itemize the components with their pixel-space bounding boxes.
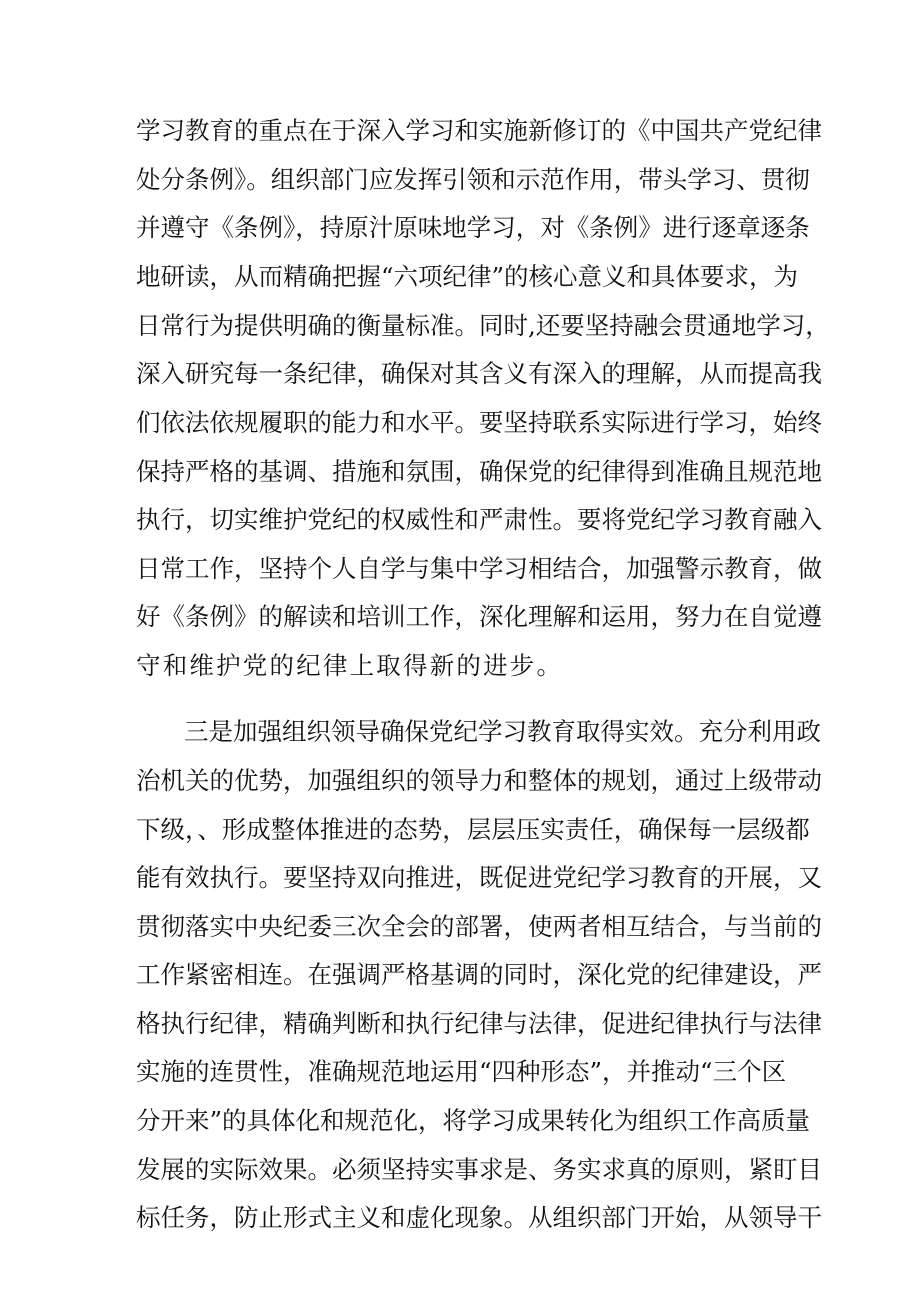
text-line: 实施的连贯性，准确规范地运用“四种形态”，并推动“三个区 <box>136 1057 787 1086</box>
text-line: 贯彻落实中央纪委三次全会的部署，使两者相互结合，与当前的 <box>136 912 822 941</box>
text-line: 能有效执行。要坚持双向推进，既促进党纪学习教育的开展，又 <box>136 863 822 892</box>
text-line: 三是加强组织领导确保党纪学习教育取得实效。充分利用政 <box>184 717 821 746</box>
text-line: 格执行纪律，精确判断和执行纪律与法律，促进纪律执行与法律 <box>136 1009 822 1038</box>
text-line: 分开来”的具体化和规范化，将学习成果转化为组织工作高质量 <box>136 1106 811 1135</box>
text-line: 工作紧密相连。在强调严格基调的同时，深化党的纪律建设，严 <box>136 960 822 989</box>
text-line: 学习教育的重点在于深入学习和实施新修订的《中国共产党纪律 <box>136 116 822 145</box>
text-line: 们依法依规履职的能力和水平。要坚持联系实际进行学习，始终 <box>136 408 822 437</box>
text-line: 并遵守《条例》，持原汁原味地学习，对《条例》进行逐章逐条 <box>136 213 810 242</box>
text-line: 地研读，从而精确把握“六项纪律”的核心意义和具体要求，为 <box>136 262 799 291</box>
text-line: 深入研究每一条纪律，确保对其含义有深入的理解，从而提高我 <box>136 359 822 388</box>
text-line: 下级，、形成整体推进的态势，层层压实责任，确保每一层级都 <box>136 815 810 844</box>
text-line: 守和维护党的纪律上取得新的进步。 <box>136 651 564 680</box>
text-line: 发展的实际效果。必须坚持实事求是、务实求真的原则，紧盯目 <box>136 1155 822 1184</box>
text-line: 执行，切实维护党纪的权威性和严肃性。要将党纪学习教育融入 <box>136 505 822 534</box>
text-line: 处分条例》。组织部门应发挥引领和示范作用，带头学习、贯彻 <box>136 165 810 194</box>
text-line: 标任务，防止形式主义和虚化现象。从组织部门开始，从领导干 <box>136 1203 822 1232</box>
text-line: 治机关的优势，加强组织的领导力和整体的规划，通过上级带动 <box>136 766 822 795</box>
text-line: 日常工作，坚持个人自学与集中学习相结合，加强警示教育，做 <box>136 554 822 583</box>
text-line: 好《条例》的解读和培训工作，深化理解和运用，努力在自觉遵 <box>136 602 822 631</box>
text-line: 保持严格的基调、措施和氛围，确保党的纪律得到准确且规范地 <box>136 457 822 486</box>
text-line: 日常行为提供明确的衡量标准。同时,还要坚持融会贯通地学习， <box>136 311 830 340</box>
